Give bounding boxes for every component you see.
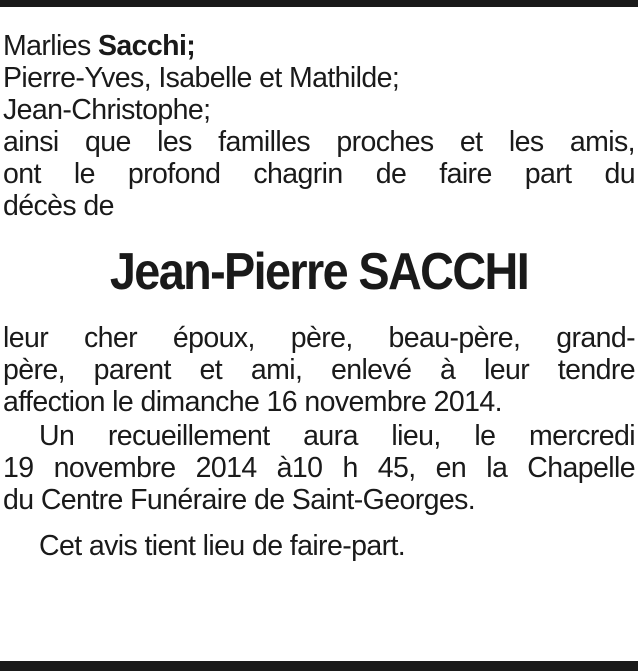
- family-line-6: décès de: [3, 190, 114, 222]
- tribute-line-3: affection le dimanche 16 novembre 2014.: [3, 386, 502, 418]
- deceased-name: Jean-Pierre SACCHI: [109, 243, 529, 301]
- family-line-2: Pierre-Yves, Isabelle et Mathilde;: [3, 62, 400, 94]
- ceremony-line-1: Un recueillement aura lieu, le mercredi: [39, 420, 635, 452]
- family-line-4: ainsi que les familles proches et les amis,: [3, 126, 635, 158]
- obituary-notice: [3, 30, 635, 562]
- family-surname: Sacchi;: [97, 30, 196, 62]
- family-line-5: ont le profond chagrin de faire part du: [3, 158, 635, 190]
- family-first-name: Marlies: [3, 30, 91, 62]
- ceremony-line-2: 19 novembre 2014 à10 h 45, en la Chapelle: [3, 452, 635, 484]
- closing-line: Cet avis tient lieu de faire-part.: [39, 530, 406, 562]
- bottom-border-rule: [0, 661, 638, 671]
- tribute-line-1: leur cher époux, père, beau-père, grand-: [3, 322, 635, 354]
- ceremony-line-3: du Centre Funéraire de Saint-Georges.: [3, 484, 476, 516]
- tribute-line-2: père, parent et ami, enlevé à leur tendre: [3, 354, 635, 386]
- top-border-rule: [0, 0, 638, 7]
- family-line-1: [3, 30, 635, 62]
- family-line-3: Jean-Christophe;: [3, 94, 211, 126]
